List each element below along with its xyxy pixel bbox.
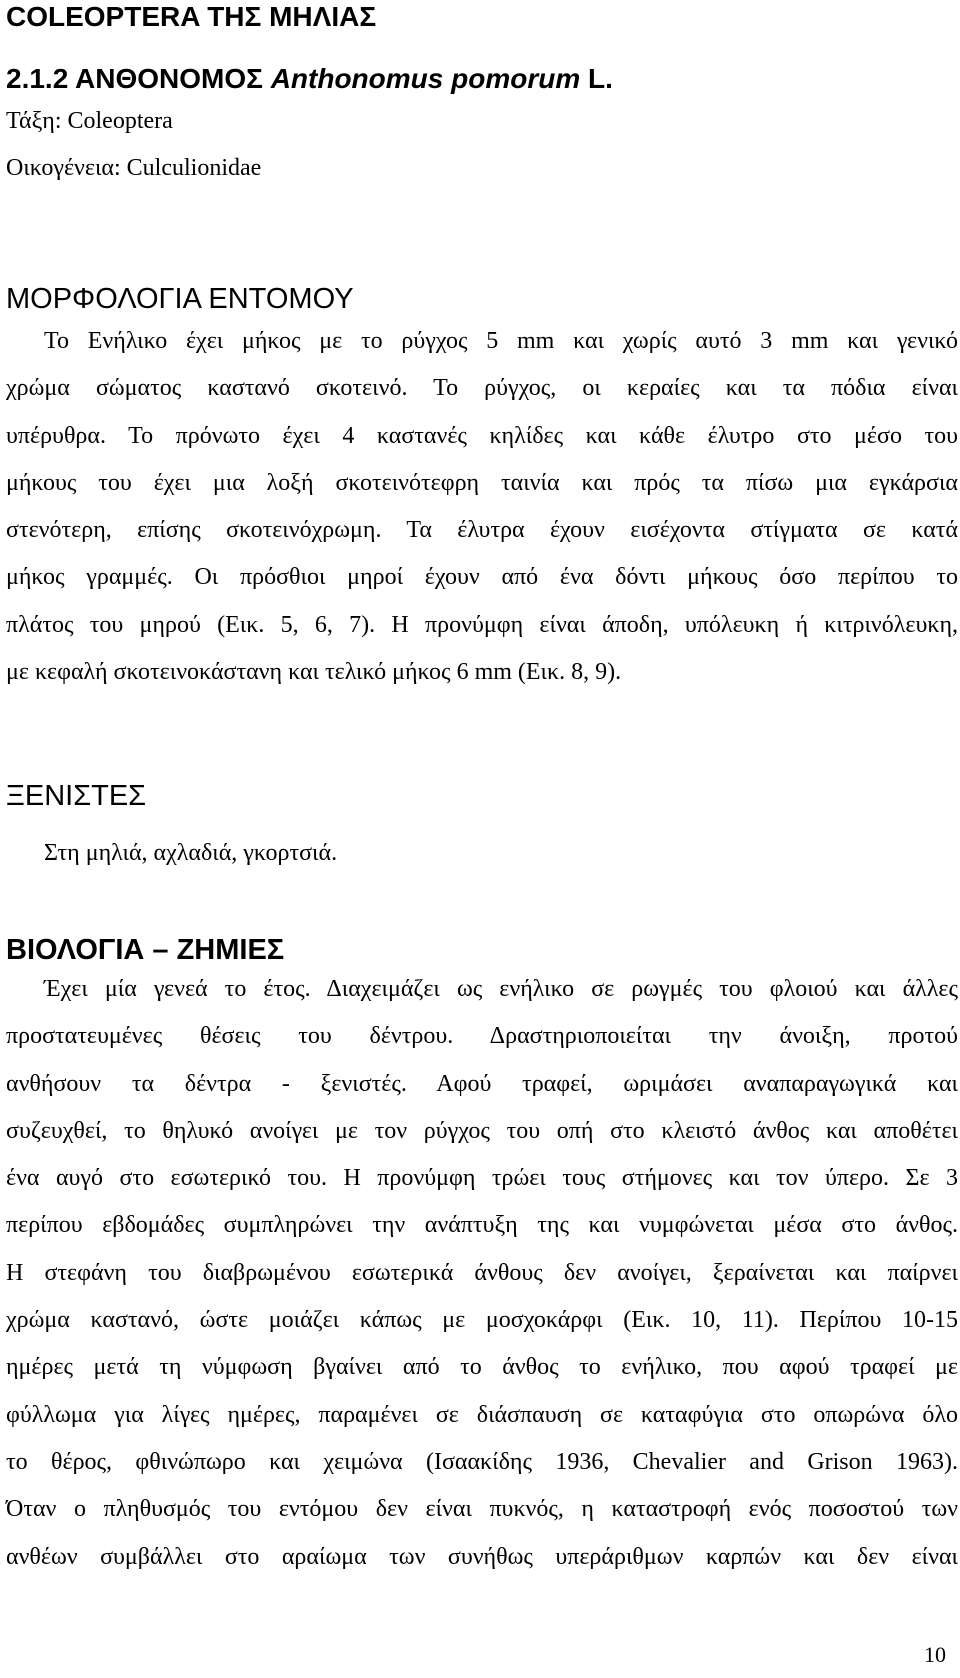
text-line: ανθήσουν τα δέντρα - ξενιστές. Αφού τραφεί, ωριμάσει αναπαραγωγικά και	[6, 1070, 958, 1097]
text-line: με κεφαλή σκοτεινοκάστανη και τελικό μήκος 6 mm (Εικ. 8, 9).	[6, 659, 622, 686]
text-line: υπέρυθρα. Το πρόνωτο έχει 4 καστανές κηλίδες και κάθε έλυτρο στο μέσο του	[6, 422, 958, 449]
text-line: το θέρος, φθινώπωρο και χειμώνα (Ισαακίδης 1936, Chevalier and Grison 1963).	[6, 1448, 958, 1475]
page-heading: COLEOPTERA ΤΗΣ ΜΗΛΙΑΣ	[6, 1, 377, 32]
text-line: Έχει μία γενεά το έτος. Διαχειμάζει ως ενήλικο σε ρωγμές του φλοιού και άλλες	[44, 976, 958, 1002]
author-abbrev: L.	[580, 63, 613, 94]
section-heading	[6, 62, 613, 96]
text-line: στενότερη, επίσης σκοτεινόχρωμη. Τα έλυτρα έχουν εισέχοντα στίγματα σε κατά	[6, 517, 958, 544]
text-line: Το Ενήλικο έχει μήκος με το ρύγχος 5 mm και χωρίς αυτό 3 mm και γενικό	[44, 328, 958, 354]
text-line: Η στεφάνη του διαβρωμένου εσωτερικά άνθους δεν ανοίγει, ξεραίνεται και παίρνει	[6, 1259, 958, 1286]
taxonomy-order: Τάξη: Coleoptera	[6, 108, 173, 134]
text-line: χρώμα σώματος καστανό σκοτεινό. Το ρύγχος, οι κεραίες και τα πόδια είναι	[6, 375, 958, 402]
text-line: ημέρες μετά τη νύμφωση βγαίνει από το άνθος το ενήλικο, που αφού τραφεί με	[6, 1354, 958, 1381]
section-number-title: 2.1.2 ΑΝΘΟΝΟΜΟΣ	[6, 63, 271, 94]
morphology-title: ΜΟΡΦΟΛΟΓΙΑ ΕΝΤΟΜΟΥ	[6, 283, 354, 315]
text-line: μήκος γραμμές. Οι πρόσθιοι μηροί έχουν από ένα δόντι μήκους όσο περίπου το	[6, 564, 958, 591]
morphology-paragraph	[6, 318, 958, 696]
text-line: περίπου εβδομάδες συμπληρώνει την ανάπτυξη της και νυμφώνεται μέσα στο άνθος.	[6, 1212, 958, 1239]
text-line: προστατευμένες θέσεις του δέντρου. Δραστηριοποιείται την άνοιξη, προτού	[6, 1023, 958, 1050]
text-line: φύλλωμα για λίγες ημέρες, παραμένει σε διάσπαυση σε καταφύγια στο οπωρώνα όλο	[6, 1401, 958, 1428]
hosts-title: ΞΕΝΙΣΤΕΣ	[6, 780, 147, 812]
page-number: 10	[924, 1642, 946, 1667]
biology-paragraph	[6, 966, 958, 1581]
hosts-text: Στη μηλιά, αχλαδιά, γκορτσιά.	[44, 840, 338, 866]
text-line: πλάτος του μηρού (Εικ. 5, 6, 7). Η προνύμφη είναι άποδη, υπόλευκη ή κιτρινόλευκη,	[6, 611, 958, 638]
latin-name: Anthonomus pomorum	[270, 63, 581, 94]
text-line: Όταν ο πληθυσμός του εντόμου δεν είναι πυκνός, η καταστροφή ενός ποσοστού των	[6, 1496, 958, 1523]
biology-title: ΒΙΟΛΟΓΙΑ – ΖΗΜΙΕΣ	[6, 934, 285, 966]
text-line: χρώμα καστανό, ώστε μοιάζει κάπως με μοσχοκάρφι (Εικ. 10, 11). Περίπου 10-15	[6, 1307, 958, 1334]
text-line: ένα αυγό στο εσωτερικό του. Η προνύμφη τρώει τους στήμονες και τον ύπερο. Σε 3	[6, 1165, 958, 1192]
taxonomy-family: Οικογένεια: Culculionidae	[6, 155, 262, 181]
text-line: συζευχθεί, το θηλυκό ανοίγει με τον ρύγχος του οπή στο κλειστό άνθος και αποθέτει	[6, 1117, 958, 1144]
text-line: μήκους του έχει μια λοξή σκοτεινότεφρη ταινία και πρός τα πίσω μια εγκάρσια	[6, 469, 958, 496]
text-line: ανθέων συμβάλλει στο αραίωμα των συνήθως υπεράριθμων καρπών και δεν είναι	[6, 1543, 958, 1570]
